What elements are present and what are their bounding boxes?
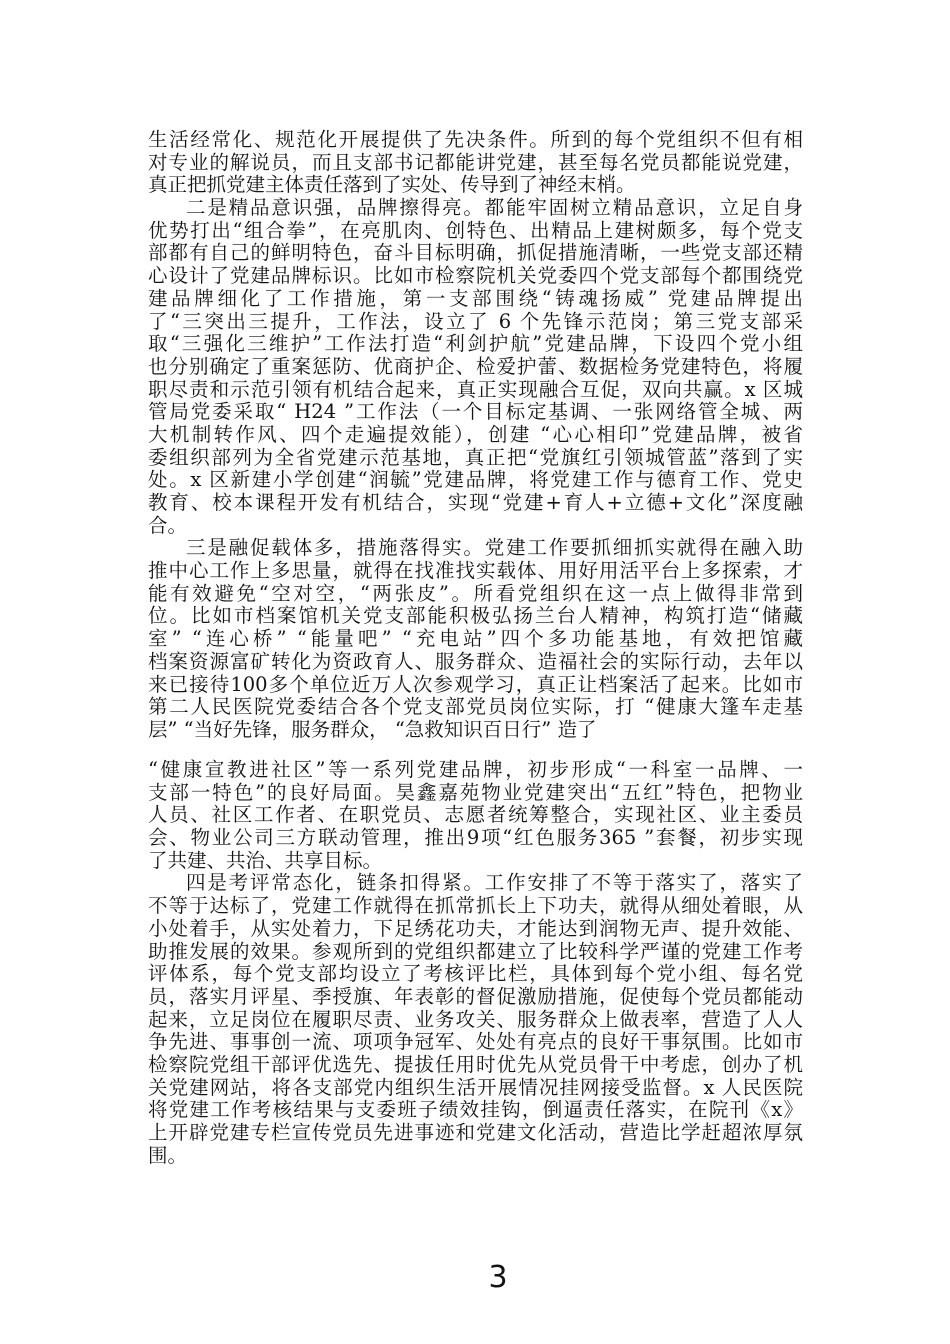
- paragraph-end-line: 了共建、共治、共享目标。: [148, 849, 383, 872]
- text-line: 争先进、事事创一流、项项争冠军、处处有亮点的良好干事氛围。比如市: [148, 1031, 803, 1054]
- text-line: 员，落实月评星、季授旗、年表彰的督促激励措施，促使每个党员都能动: [148, 985, 803, 1008]
- text-line: 大机制转作风、四个走遍提效能），创建 “心心相印”党建品牌，被省: [148, 423, 803, 446]
- text-line: 处。x 区新建小学创建“润毓”党建品牌，将党建工作与德育工作、党史: [148, 469, 803, 492]
- text-line: 生活经常化、规范化开展提供了先决条件。所到的每个党组织不但有相: [148, 129, 803, 151]
- text-line: 第二人民医院党委结合各个党支部党员岗位实际，打 “健康大篷车走基: [148, 696, 803, 719]
- text-line: 关党建网站，将各支部党内组织生活开展情况挂网接受监督。x 人民医院: [148, 1076, 803, 1099]
- text-line: 起来，立足岗位在履职尽责、业务攻关、服务群众上做表率，营造了人人: [148, 1008, 803, 1031]
- text-line: 也分别确定了重案惩防、优商护企、检爱护蕾、数据检务党建特色，将履: [148, 355, 803, 378]
- paragraph-start-line: 三是融促载体多，措施落得实。党建工作要抓细抓实就得在融入助: [186, 537, 803, 560]
- text-line: 将党建工作考核结果与支委班子绩效挂钩，倒逼责任落实，在院刊《x》: [148, 1099, 803, 1122]
- text-line: 支部一特色”的良好局面。昊鑫嘉苑物业党建突出“五红”特色，把物业: [148, 781, 803, 804]
- text-line: 来已接待100多个单位近万人次参观学习，真正让档案活了起来。比如市: [148, 673, 803, 696]
- paragraph-end-line: 合。: [148, 514, 188, 537]
- paragraph-end-line: 真正把抓党建主体责任落到了实处、传导到了神经末梢。: [148, 174, 636, 197]
- text-line: 推中心工作上多思量，就得在找准找实载体、用好用活平台上多探索，才: [148, 560, 803, 583]
- text-line: 会、物业公司三方联动管理，推出9项“红色服务365 ”套餐，初步实现: [148, 827, 803, 850]
- paragraph-start-line: 四是考评常态化，链条扣得紧。工作安排了不等于落实了，落实了: [186, 872, 803, 895]
- text-line: 位。比如市档案馆机关党支部能积极弘扬兰台人精神，构筑打造“储藏: [148, 605, 803, 628]
- page-number: 3: [488, 1260, 508, 1295]
- text-line: 层” “当好先锋，服务群众， “急救知识百日行” 造了: [148, 718, 597, 741]
- text-line: 委组织部列为全省党建示范基地，真正把“党旗红引领城管蓝”落到了实: [148, 446, 803, 469]
- text-line: 对专业的解说员，而且支部书记都能讲党建，甚至每名党员都能说党建，: [148, 151, 803, 174]
- text-line: 档案资源富矿转化为资政育人、服务群众、造福社会的实际行动，去年以: [148, 650, 803, 673]
- paragraph-start-line: 二是精品意识强，品牌擦得亮。都能牢固树立精品意识，立足自身: [186, 197, 803, 220]
- text-line: 检察院党组干部评优选先、提拔任用时优先从党员骨干中考虑，创办了机: [148, 1053, 803, 1076]
- text-line: 心设计了党建品牌标识。比如市检察院机关党委四个党支部每个都围绕党: [148, 265, 803, 288]
- text-line: 评体系，每个党支部均设立了考核评比栏，具体到每个党小组、每名党: [148, 963, 803, 986]
- text-block-upper: [148, 129, 803, 742]
- text-block-lower: [148, 759, 803, 1167]
- text-line: 能有效避免“空对空，“两张皮”。所看党组织在这一点上做得非常到: [148, 582, 803, 605]
- text-line: 管局党委采取“ H24 ”工作法（一个目标定基调、一张网络管全城、两: [148, 401, 803, 424]
- text-line: 人员、社区工作者、在职党员、志愿者统筹整合，实现社区、业主委员: [148, 804, 803, 827]
- text-line: 小处着手，从实处着力，下足绣花功夫，才能达到润物无声、提升效能、: [148, 917, 803, 940]
- paragraph-end-line: 围。: [148, 1144, 188, 1167]
- text-line: 取“三强化三维护”工作法打造“利剑护航”党建品牌，下设四个党小组: [148, 333, 803, 356]
- text-line: 了“三突出三提升，工作法，设立了 6 个先锋示范岗；第三党支部采: [148, 310, 803, 333]
- text-line: 上开辟党建专栏宣传党员先进事迹和党建文化活动，营造比学赶超浓厚氛: [148, 1122, 803, 1144]
- text-line: 部都有自己的鲜明特色，奋斗目标明确，抓促措施清晰，一些党支部还精: [148, 242, 803, 265]
- text-line: 优势打出“组合拳”，在亮肌肉、创特色、出精品上建树颇多，每个党支: [148, 219, 803, 242]
- text-line: 职尽责和示范引领有机结合起来，真正实现融合互促，双向共赢。x 区城: [148, 378, 803, 401]
- text-line: “健康宣教进社区”等一系列党建品牌，初步形成“一科室一品牌、一: [148, 759, 803, 781]
- text-line: 不等于达标了，党建工作就得在抓常抓长上下功夫，就得从细处着眼，从: [148, 895, 803, 918]
- text-line: 教育、校本课程开发有机结合，实现“党建+育人+立德+文化”深度融: [148, 492, 803, 514]
- text-line: 助推发展的效果。参观所到的党组织都建立了比较科学严谨的党建工作考: [148, 940, 803, 963]
- text-line: 室” “连心桥” “能量吧” “充电站”四个多功能基地，有效把馆藏: [148, 628, 803, 651]
- text-line: 建品牌细化了工作措施，第一支部围绕“铸魂扬威” 党建品牌提出: [148, 287, 803, 310]
